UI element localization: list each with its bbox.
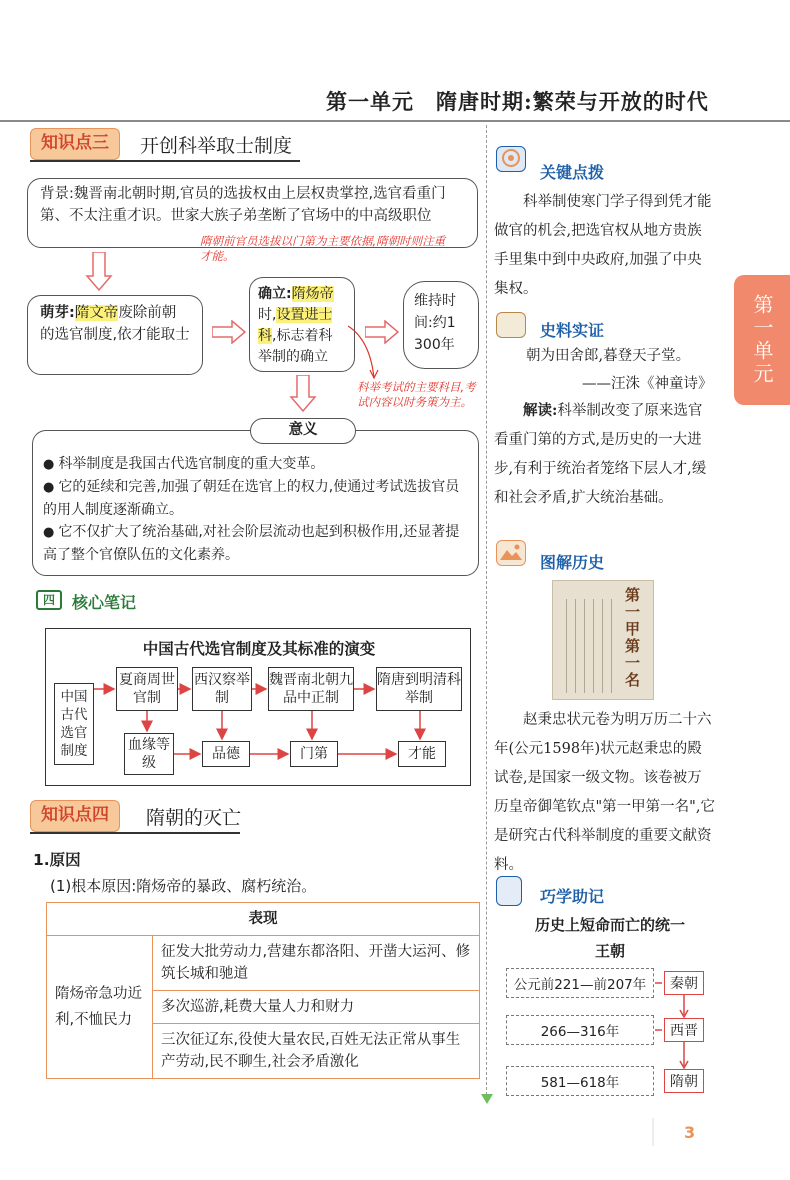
significance-list — [43, 453, 468, 566]
table-row: 征发大批劳动力,营建东都洛阳、开凿大运河、修筑长城和驰道 — [153, 936, 480, 991]
sprout-text: 废除前朝的选官制度,依才能取士 — [40, 305, 190, 343]
page-number-decoration — [652, 1118, 712, 1146]
exam-paper-image — [552, 580, 654, 700]
unit-side-tab[interactable]: 第一单元 — [734, 275, 790, 405]
arrow-down-icon — [84, 252, 114, 292]
bullet-icon: ● — [43, 525, 55, 540]
kp4-title: 隋朝的灭亡 — [146, 807, 242, 829]
column-divider — [486, 125, 487, 1100]
scroll-icon — [496, 312, 526, 338]
evolution-diagram — [45, 628, 471, 786]
note-exam-content: 科举考试的主要科目,考试内容以时务策为主。 — [357, 380, 476, 409]
diagram-arrows-icon — [46, 629, 472, 787]
cause-heading: 1.原因 — [33, 851, 81, 869]
table-row: 多次巡游,耗费大量人力和财力 — [153, 991, 480, 1024]
table-header: 表现 — [47, 903, 480, 936]
diagram-row1-box: 夏商周世官制 — [116, 667, 178, 711]
diagram-left-box: 中国古代选官制度 — [54, 683, 94, 765]
page-title — [326, 86, 709, 116]
diagram-row2-box: 品德 — [202, 741, 250, 767]
note-selection-basis: 隋朝前官员选拔以门第为主要依据,隋朝时则注重才能。 — [200, 234, 446, 263]
memo-years: 公元前221—前207年 — [506, 968, 654, 998]
background-text: 背景:魏晋南北朝时期,官员的选拔权由上层权贵掌控,选官看重门第、不太注重才识。世家大族子弟垄断了官场中的中高级职位 — [40, 186, 446, 224]
memo-subtitle: 历史上短命而亡的统一王朝 — [534, 916, 685, 960]
source-poem: 朝为田舍郎,暮登天子堂。 — [526, 348, 691, 364]
establish-mid: 时, — [258, 307, 277, 323]
target-icon — [496, 146, 526, 172]
picture-caption: 赵秉忠状元卷为明万历二十六年(公元1598年)状元赵秉忠的殿试卷,是国家一级文物。该卷被万历皇帝御笔钦点"第一甲第一名",它是研究古代科举制度的重要文献资料。 — [494, 712, 715, 873]
bullet-icon: ● — [43, 457, 55, 472]
kp3-title: 开创科举取士制度 — [140, 135, 293, 157]
memo-title: 巧学助记 — [540, 887, 605, 906]
bullet-icon: ● — [43, 480, 55, 495]
establish-emperor: 隋炀帝 — [291, 286, 334, 302]
header-rule — [0, 120, 790, 122]
unit-title: 隋唐时期:繁荣与开放的时代 — [436, 89, 709, 114]
establish-jinshi: 设置进士科 — [258, 307, 333, 344]
table-row: 三次征辽东,役使大量农民,百姓无法正常从事生产劳动,民不聊生,社会矛盾激化 — [153, 1024, 480, 1079]
source-title: 史料实证 — [540, 321, 605, 340]
sprout-label: 萌芽: — [40, 305, 75, 321]
duration-text: 维持时间:约1 300年 — [414, 293, 456, 353]
arrow-down-icon-2 — [288, 375, 318, 415]
diagram-row2-box: 门第 — [290, 741, 338, 767]
diagram-row2-box: 才能 — [398, 741, 446, 767]
diagram-title: 中国古代选官制度及其标准的演变 — [142, 640, 376, 658]
root-cause: (1)根本原因:隋炀帝的暴政、腐朽统治。 — [50, 877, 317, 895]
notebook-icon — [496, 876, 522, 906]
significance-item: ● 科举制度是我国古代选官制度的重大变革。 — [43, 456, 325, 472]
memo-dynasty: 西晋 — [664, 1018, 704, 1042]
page-number: 3 — [684, 1123, 696, 1142]
source-author: ——汪洙《神童诗》 — [582, 376, 713, 392]
arrow-right-icon — [212, 320, 246, 344]
source-reading: 解读:科举制改变了原来选官看重门第的方式,是历史的一大进步,有利于统治者笼络下层人才,缓和社会矛盾,扩大统治基础。 — [494, 402, 707, 506]
note-arrow-icon — [290, 320, 410, 380]
memo-arrows-icon — [650, 960, 690, 1080]
memo-dynasty: 隋朝 — [664, 1069, 704, 1093]
performance-table — [46, 902, 480, 1079]
significance-item: ● 它的延续和完善,加强了朝廷在选官上的权力,使通过考试选拔官员的用人制度逐渐确立。 — [43, 479, 460, 518]
kp3-tag: 知识点三 — [30, 128, 120, 160]
kp3-rule — [30, 160, 300, 162]
establish-label: 确立: — [258, 286, 292, 302]
sprout-highlight: 隋文帝 — [74, 305, 119, 321]
memo-dynasty: 秦朝 — [664, 971, 704, 995]
sprout-box — [27, 295, 203, 375]
kp4-tag: 知识点四 — [30, 800, 120, 832]
key-point-text: 科举制使寒门学子得到凭才能做官的机会,把选官权从地方贵族手里集中到中央政府,加强了中央集权。 — [494, 194, 712, 297]
meaning-label: 意义 — [250, 418, 356, 444]
key-point-title: 关键点拨 — [540, 163, 605, 182]
notes-icon: 四 — [36, 590, 62, 610]
kp4-rule — [30, 832, 240, 834]
image-script-lines — [561, 599, 617, 693]
picture-title: 图解历史 — [540, 553, 605, 572]
diagram-row1-box: 隋唐到明清科举制 — [376, 667, 462, 711]
image-caption-text: 第一甲第一名 — [625, 586, 641, 689]
notes-label: 核心笔记 — [72, 593, 137, 612]
diagram-row1-box: 西汉察举制 — [192, 667, 252, 711]
unit-label: 第一单元 — [326, 89, 414, 114]
duration-box — [403, 281, 479, 369]
diagram-row1-box: 魏晋南北朝九品中正制 — [268, 667, 354, 711]
memo-years: 581—618年 — [506, 1066, 654, 1096]
divider-arrow-icon — [481, 1094, 493, 1104]
memo-years: 266—316年 — [506, 1015, 654, 1045]
table-left-cell: 隋炀帝急功近利,不恤民力 — [47, 936, 153, 1079]
picture-icon — [496, 540, 526, 566]
significance-item: ● 它不仅扩大了统治基础,对社会阶层流动也起到积极作用,还显著提高了整个官僚队伍的文化素养。 — [43, 524, 460, 563]
establish-text: ,标志着科举制的确立 — [258, 328, 333, 365]
diagram-row2-box: 血缘等级 — [124, 733, 174, 775]
significance-box — [32, 430, 479, 576]
